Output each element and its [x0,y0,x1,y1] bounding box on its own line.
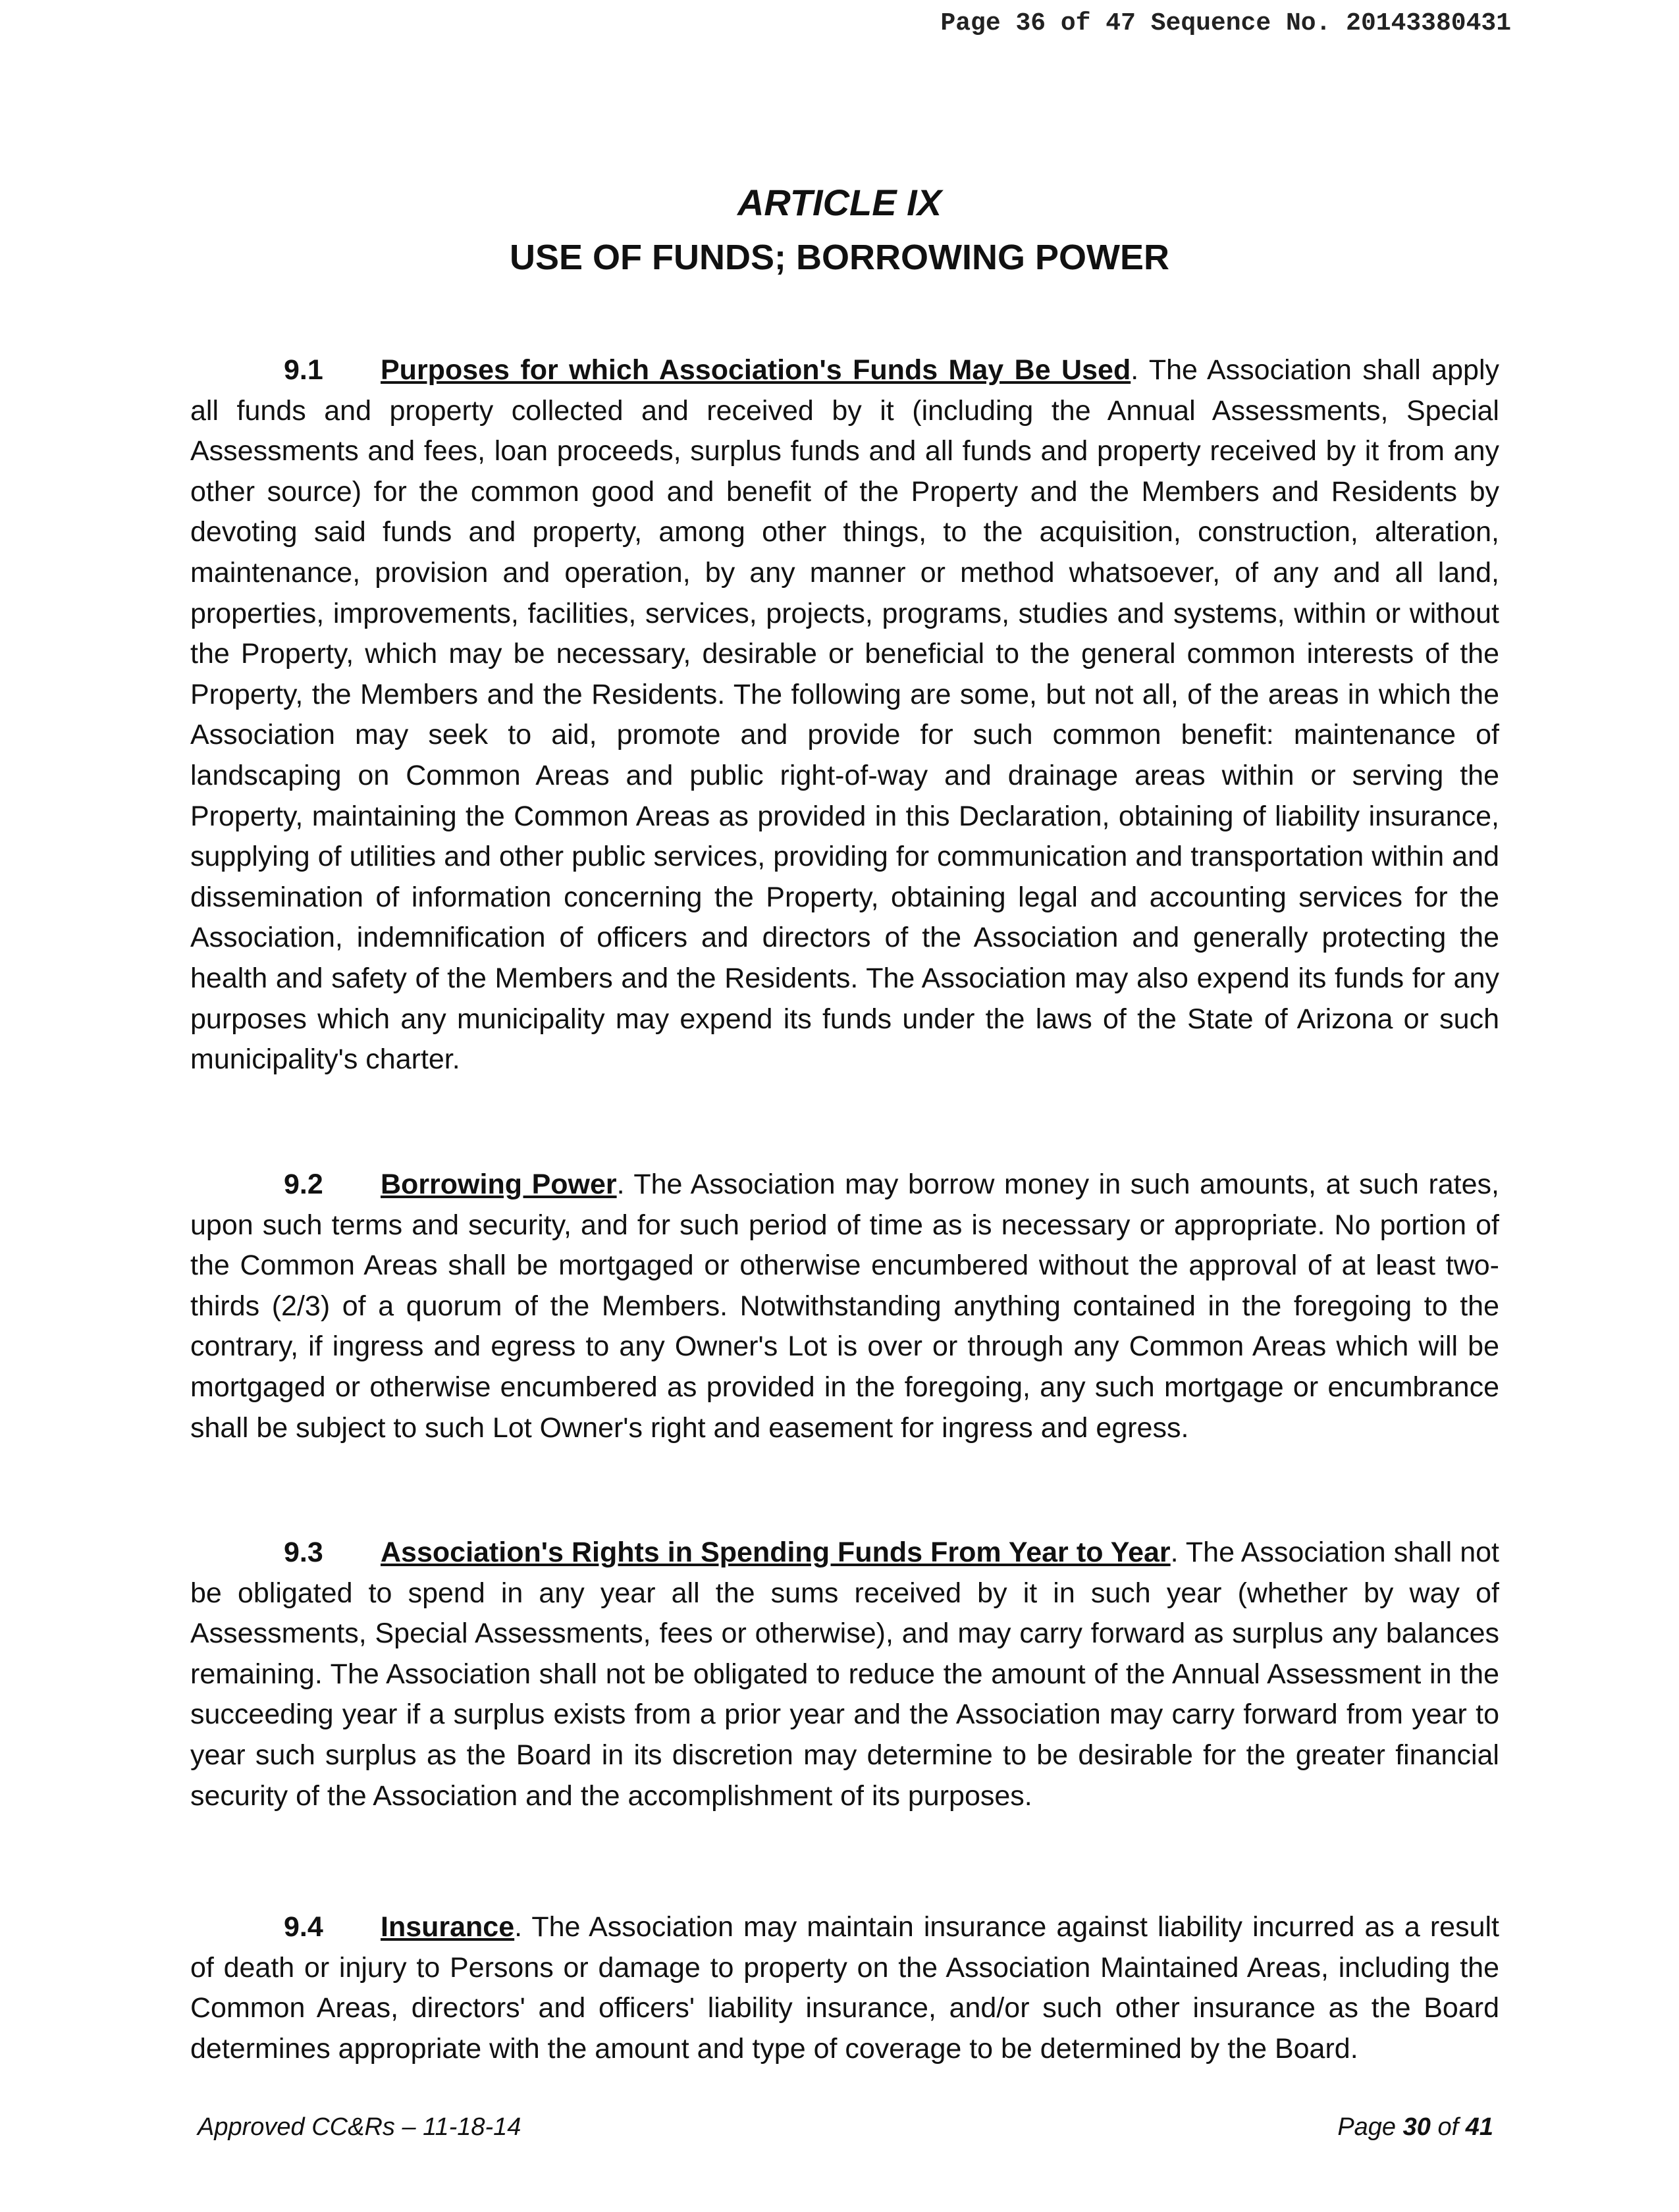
section-body: . The Association shall apply all funds and property collected and received by it (including the Annual Assessments, Special Assessments and fees, loan proceeds, surplus funds and all funds and property received by it from any other source) for the common good and benefit of the Property and the Members and Residents by devoting said funds and property, among other things, to the acquisition, construction, alteration, maintenance, provision and operation, by any manner or method whatsoever, of any and all land, properties, improvements, facilities, services, projects, programs, studies and systems, within or without the Property, which may be necessary, desirable or beneficial to the general common interests of the Property, the Members and the Residents. The following are some, but not all, of the areas in which the Association may seek to aid, promote and provide for such common benefit: maintenance of landscaping on Common Areas and public right-of-way and drainage areas within or serving the Property, maintaining the Common Areas as provided in this Declaration, obtaining of liability insurance, supplying of utilities and other public services, providing for communication and transportation within and dissemination of information concerning the Property, obtaining legal and accounting services for the Association, indemnification of officers and directors of the Association and generally protecting the health and safety of the Members and the Residents. The Association may also expend its funds for any purposes which any municipality may expend its funds under the laws of the State of Arizona or such municipality's charter. [190,354,1499,1076]
section-heading: Purposes for which Association's Funds May Be Used [381,354,1131,386]
section-body: . The Association shall not be obligated to spend in any year all the sums received by it in such year (whether by way of Assessments, Special Assessments, fees or otherwise), and may carry forward as surplus any balances remaining. The Association shall not be obligated to reduce the amount of the Annual Assessment in the succeeding year if a surplus exists from a prior year and the Association may carry forward from year to year such surplus as the Board in its discretion may determine to be desirable for the greater financial security of the Association and the accomplishment of its purposes. [190,1537,1499,1812]
footer-page-total: 41 [1465,2113,1493,2141]
article-subtitle: USE OF FUNDS; BORROWING POWER [510,238,1169,277]
footer-page-prefix: Page [1337,2113,1403,2141]
section-9-3 [190,1533,1499,1816]
footer-document-label: Approved CC&Rs – 11-18-14 [198,2113,521,2141]
footer-page-number [1337,2113,1493,2142]
section-number: 9.4 [284,1911,323,1943]
section-9-1 [190,350,1499,1080]
section-number: 9.3 [284,1537,323,1568]
footer-page-of: of [1430,2113,1466,2141]
section-heading: Borrowing Power [381,1169,617,1200]
section-body: . The Association may maintain insurance against liability incurred as a result of death or injury to Persons or damage to property on the Association Maintained Areas, including the Common Areas, directors' and officers' liability insurance, and/or such other insurance as the Board determines appropriate with the amount and type of coverage to be determined by the Board. [190,1911,1499,2065]
section-number: 9.2 [284,1169,323,1200]
page-sequence-header: Page 36 of 47 Sequence No. 20143380431 [940,9,1511,38]
article-title: ARTICLE IX [737,182,942,223]
section-9-2 [190,1165,1499,1448]
section-body: . The Association may borrow money in such amounts, at such rates, upon such terms and security, and for such period of time as is necessary or appropriate. No portion of the Common Areas shall be mortgaged or otherwise encumbered without the approval of at least two-thirds (2/3) of a quorum of the Members. Notwithstanding anything contained in the foregoing to the contrary, if ingress and egress to any Owner's Lot is over or through any Common Areas which will be mortgaged or otherwise encumbered as provided in the foregoing, any such mortgage or encumbrance shall be subject to such Lot Owner's right and easement for ingress and egress. [190,1169,1499,1444]
footer-page-current: 30 [1402,2113,1431,2141]
section-heading: Insurance [381,1911,515,1943]
section-heading: Association's Rights in Spending Funds From Year to Year [381,1537,1171,1568]
section-9-4 [190,1907,1499,2069]
section-number: 9.1 [284,354,323,386]
